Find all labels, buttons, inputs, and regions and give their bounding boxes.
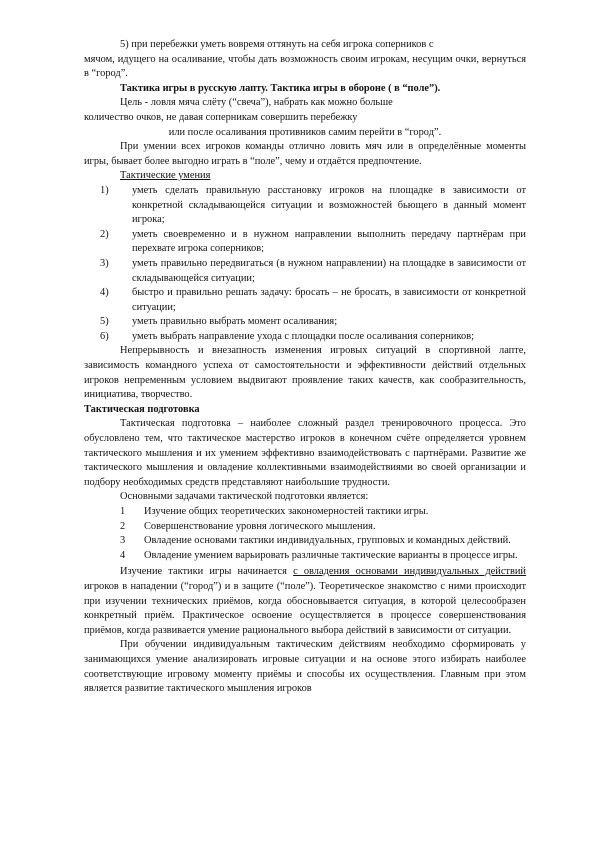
study-text-underlined: с овладения основами индивидуальных действий [293, 566, 526, 578]
list-item-text: уметь выбрать направление ухода с площадки после осаливания соперников; [132, 330, 475, 342]
list-item-text: быстро и правильно решать задачу: бросать – не бросать, в зависимости от конкретной ситуации; [132, 287, 526, 313]
list-item [84, 505, 526, 520]
goal-line-3: или после осаливания противников самим перейти в “город”. [168, 126, 442, 138]
heading-tactical-preparation: Тактическая подготовка [84, 403, 200, 415]
list-item [84, 330, 526, 345]
paragraph-final: При обучении индивидуальным тактическим действиям необходимо сформировать у занимающихся умение анализировать игровые ситуации и на основе этого избирать наиболее соответствующие игровому моменту приёмы и способы их осуществления. Главным при этом является развитие тактического мышления игроков [84, 639, 526, 695]
list-item-text: Овладение основами тактики индивидуальных, групповых и командных действий. [144, 535, 511, 547]
list-item [84, 228, 526, 257]
list-item [84, 184, 526, 228]
document-body [84, 38, 526, 697]
list-item [84, 286, 526, 315]
list-item-5-first-line: 5) при перебежки уметь вовремя оттянуть на себя игрока соперников с [120, 39, 434, 50]
goal-line-1: Цель - ловля мяча слёту (“свеча”), набрать как можно больше [120, 97, 393, 109]
list-item-number: 1) [100, 184, 109, 196]
list-item-number: 4) [100, 287, 109, 299]
list-item [84, 534, 526, 549]
list-item-text: Изучение общих теоретических закономерностей тактики игры. [144, 506, 429, 517]
list-item [84, 315, 526, 330]
goal-line-2: количество очков, не давая соперникам совершить перебежку [84, 111, 358, 123]
list-item-number: 2 [120, 520, 126, 532]
list-item-text: уметь своевременно и в нужном направлении выполнить передачу партнёрам при перехвате игрока соперников; [132, 228, 526, 255]
list-item-text: Овладение умением варьировать различные тактические варианты в процессе игры. [144, 549, 518, 561]
list-item-number: 3 [120, 535, 126, 547]
study-text-start: Изучение тактики игры начинается [120, 566, 294, 578]
list-item-number: 3) [100, 257, 109, 269]
tactical-skills-list [84, 184, 526, 345]
list-item-number: 5) [100, 316, 109, 328]
list-item-text: уметь правильно передвигаться (в нужном направлении) на площадке в зависимости от складывающейся ситуации; [132, 257, 526, 284]
tasks-list [84, 505, 526, 563]
list-item-number: 4 [120, 549, 126, 561]
tasks-intro: Основными задачами тактической подготовки является: [120, 491, 369, 503]
heading-tactics: Тактика игры в русскую лапту. Тактика игры в обороне ( в “поле”). [120, 82, 441, 94]
tactical-skills-title: Тактические умения [120, 170, 211, 182]
paragraph-preparation: Тактическая подготовка – наиболее сложный раздел тренировочного процесса. Это обусловлено тем, что тактическое мастерство игроков в конечном счёте определяется уровнем тактического мышления и их умением эффективно взаимодействовать с партнёрами. Развитие же тактического мышления и овладение коллективными взаимодействиями во своей организации и подбору необходимых средств представляют наибольшие трудности. [84, 418, 526, 488]
list-item-text: уметь правильно выбрать момент осаливания; [132, 316, 338, 328]
list-item-number: 1 [120, 506, 126, 517]
list-item-number: 2) [100, 228, 109, 240]
paragraph-continuity: Непрерывность и внезапность изменения игровых ситуаций в спортивной лапте, зависимость командного успеха от самостоятельности и эффективности действий отдельных игроков непременным условием выдвигают проявление таких качеств, как сообразительность, инициатива, творчество. [84, 345, 526, 401]
paragraph-study [84, 565, 526, 638]
list-item [84, 257, 526, 286]
list-item [84, 549, 526, 564]
study-text-end: игроков в нападении (“город”) и в защите (“поле”). Теоретическое знакомство с ними происходит при изучении технических приёмов, когда обосновывается ситуация, в которой целесообразен конкретный приём. Практическое освоение осуществляется в процессе совершенствования приёмов, когда развивается умение рационального выбора действий в зависимости от ситуации. [84, 580, 526, 636]
list-item [84, 520, 526, 535]
list-item-5-continuation: мячом, идущего на осаливание, чтобы дать возможность своим игрокам, несущим очки, вернуться в “город”. [84, 53, 526, 80]
paragraph-skill: При умении всех игроков команды отлично ловить мяч или в определённые моменты игры, бывает более выгодно играть в “поле”, чему и отдаётся предпочтение. [84, 141, 526, 167]
list-item-number: 6) [100, 330, 109, 342]
list-item-text: уметь сделать правильную расстановку игроков на площадке в зависимости от конкретной складывающейся ситуации и возможностей бьющего в данный момент игрока; [132, 184, 526, 226]
list-item-text: Совершенствование уровня логического мышления. [144, 520, 376, 532]
